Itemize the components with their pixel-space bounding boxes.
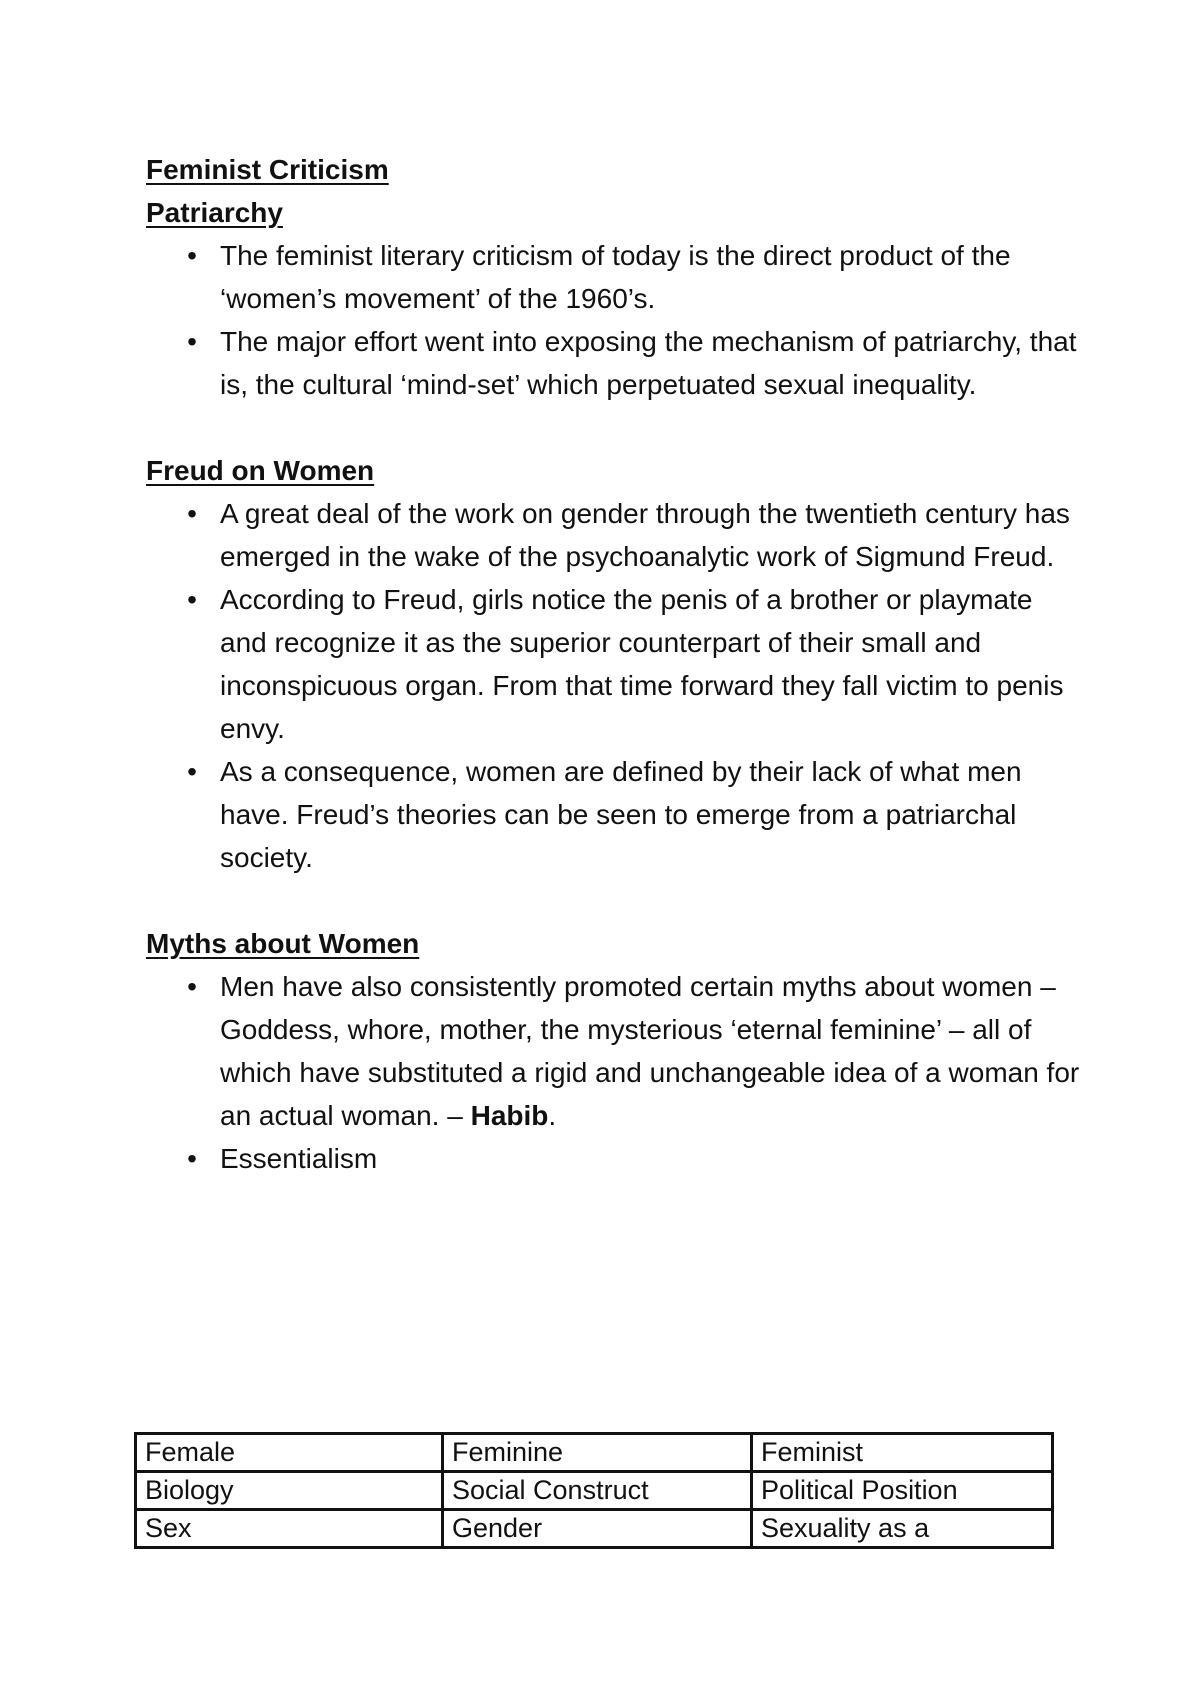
list-item-text: Essentialism: [220, 1143, 378, 1174]
section-heading-myths-about-women: Myths about Women: [146, 928, 420, 959]
section-heading-freud-on-women: Freud on Women: [146, 455, 375, 486]
section-freud-on-women: [146, 449, 1086, 879]
section-spacer: [146, 406, 1086, 449]
table-cell: Feminine: [443, 1434, 752, 1472]
bullet-list-myths-about-women: [146, 965, 1086, 1180]
comparison-table-wrapper: [134, 1432, 1054, 1549]
list-item: [146, 492, 1086, 578]
attribution-suffix: .: [548, 1100, 557, 1131]
bullet-icon: •: [187, 756, 197, 787]
list-item: [146, 578, 1086, 750]
list-item-text: A great deal of the work on gender through the twentieth century has emerged in the wake of the psychoanalytic work of Sigmund Freud.: [220, 498, 1070, 572]
list-item-text: The major effort went into exposing the mechanism of patriarchy, that is, the cultural ‘mind-set’ which perpetuated sexual inequality.: [220, 326, 1077, 400]
list-item: [146, 965, 1086, 1137]
table-cell: Female: [136, 1434, 443, 1472]
section-heading-patriarchy: Patriarchy: [146, 197, 283, 228]
list-item-text: According to Freud, girls notice the penis of a brother or playmate and recognize it as the superior counterpart of their small and inconspicuous organ. From that time forward they fall victim to penis envy.: [220, 584, 1064, 744]
list-item: [146, 1137, 1086, 1180]
table-cell: Political Position: [752, 1472, 1053, 1510]
list-item-text: The feminist literary criticism of today is the direct product of the ‘women’s movement’ of the 1960’s.: [220, 240, 1011, 314]
attribution-name: Habib: [470, 1100, 549, 1131]
comparison-table: [134, 1432, 1054, 1549]
bullet-list-freud-on-women: [146, 492, 1086, 879]
table-row: [136, 1472, 1053, 1510]
section-patriarchy: [146, 191, 1086, 406]
bullet-icon: •: [187, 1143, 197, 1174]
bullet-icon: •: [187, 584, 197, 615]
document-body: [146, 148, 1086, 1180]
list-item: [146, 320, 1086, 406]
document-title: Feminist Criticism: [146, 154, 389, 185]
section-myths-about-women: [146, 922, 1086, 1180]
table-cell: Sex: [136, 1510, 443, 1548]
table-cell: Feminist: [752, 1434, 1053, 1472]
table-row: [136, 1434, 1053, 1472]
table-cell: Gender: [443, 1510, 752, 1548]
bullet-list-patriarchy: [146, 234, 1086, 406]
bullet-icon: •: [187, 326, 197, 357]
table-cell: Biology: [136, 1472, 443, 1510]
table-cell: Sexuality as a: [752, 1510, 1053, 1548]
bullet-icon: •: [187, 971, 197, 1002]
list-item-text: As a consequence, women are defined by their lack of what men have. Freud’s theories can be seen to emerge from a patriarchal society.: [220, 756, 1022, 873]
table-row: [136, 1510, 1053, 1548]
bullet-icon: •: [187, 240, 197, 271]
section-spacer: [146, 879, 1086, 922]
table-cell: Social Construct: [443, 1472, 752, 1510]
list-item-text: Men have also consistently promoted certain myths about women – Goddess, whore, mother, the mysterious ‘eternal feminine’ – all of which have substituted a rigid and unchangeable idea of a woman for an actual woman. –: [220, 971, 1080, 1131]
list-item: [146, 234, 1086, 320]
bullet-icon: •: [187, 498, 197, 529]
list-item: [146, 750, 1086, 879]
